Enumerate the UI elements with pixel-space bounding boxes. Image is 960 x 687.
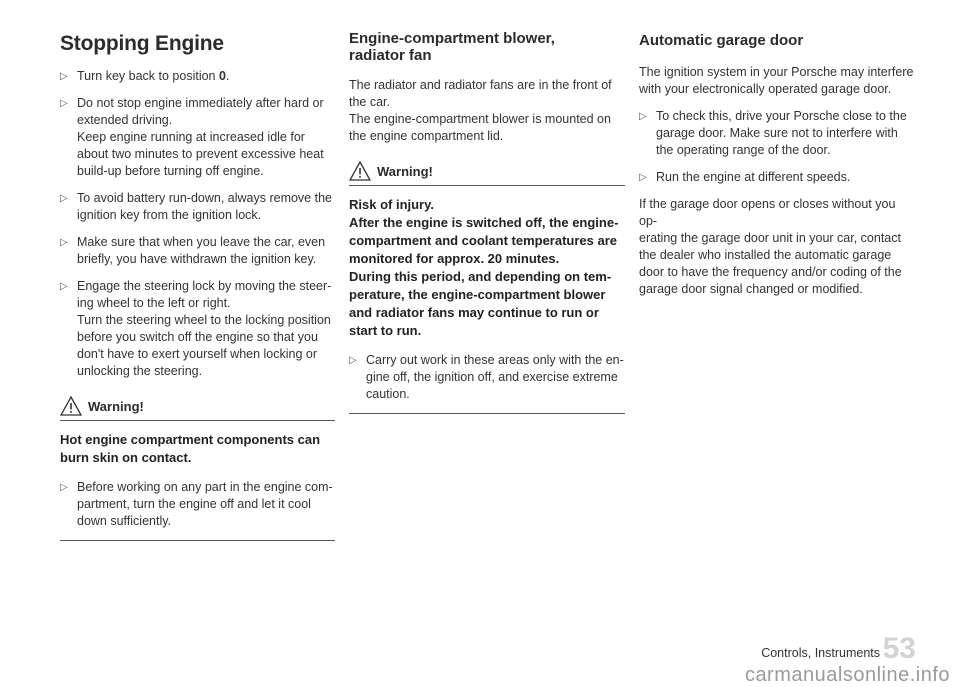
item-line: before you switch off the engine so that you: [77, 330, 318, 344]
paragraph-line: the car.: [349, 95, 390, 109]
column-stopping-engine: [60, 28, 335, 541]
bullet-arrow-icon: ▷: [60, 71, 68, 82]
warning-line: During this period, and depending on tem-: [349, 269, 612, 284]
warning-text: [60, 431, 335, 467]
list-item: [639, 169, 915, 186]
paragraph-line: the engine compartment lid.: [349, 129, 504, 143]
bullet-arrow-icon: ▷: [60, 281, 68, 292]
item-line: Carry out work in these areas only with the en-: [366, 353, 624, 367]
paragraph-line: garage door signal changed or modified.: [639, 282, 863, 296]
warning-header: [349, 159, 625, 186]
bullet-arrow-icon: ▷: [639, 172, 647, 183]
list-item: [639, 108, 915, 159]
list-item: [60, 479, 335, 530]
bullet-arrow-icon: ▷: [639, 111, 647, 122]
paragraph: [639, 196, 915, 298]
heading-stopping-engine: Stopping Engine: [60, 32, 224, 55]
heading-garage: Automatic garage door: [639, 32, 804, 49]
warning-line: After the engine is switched off, the engine-: [349, 215, 619, 230]
column-garage: [639, 28, 915, 308]
warning-line: burn skin on contact.: [60, 450, 192, 465]
item-line: To avoid battery run-down, always remove the: [77, 191, 332, 205]
item-line: extended driving.: [77, 113, 173, 127]
item-line: briefly, you have withdrawn the ignition key.: [77, 252, 317, 266]
warning-label: Warning!: [377, 164, 433, 179]
warning-label: Warning!: [88, 399, 144, 414]
item-line: the operating range of the door.: [656, 143, 831, 157]
bullet-arrow-icon: ▷: [60, 193, 68, 204]
warning-triangle-icon: [60, 396, 82, 416]
paragraph: [349, 77, 625, 145]
item-line: build-up before turning off engine.: [77, 164, 264, 178]
item-line: caution.: [366, 387, 410, 401]
bullet-arrow-icon: ▷: [60, 237, 68, 248]
item-line: ignition key from the ignition lock.: [77, 208, 262, 222]
warning-line: perature, the engine-compartment blower: [349, 287, 606, 302]
heading-blower: [349, 30, 625, 64]
item-line: gine off, the ignition off, and exercise extreme: [366, 370, 618, 384]
item-text: Turn key back to position: [77, 69, 219, 83]
item-line: unlocking the steering.: [77, 364, 203, 378]
paragraph-line: The engine-compartment blower is mounted on: [349, 112, 611, 126]
footer-section-label: Controls, Instruments: [761, 646, 880, 660]
item-line: To check this, drive your Porsche close to the: [656, 109, 907, 123]
item-line: garage door. Make sure not to interfere with: [656, 126, 898, 140]
paragraph-line: the dealer who installed the automatic garage: [639, 248, 892, 262]
item-line: Make sure that when you leave the car, even: [77, 235, 326, 249]
page-number: 53: [882, 632, 916, 665]
item-line: Turn the steering wheel to the locking position: [77, 313, 331, 327]
item-line: don't have to exert yourself when locking or: [77, 347, 318, 361]
item-line: Run the engine at different speeds.: [656, 170, 851, 184]
paragraph-line: door to have the frequency and/or coding of the: [639, 265, 902, 279]
warning-line: compartment and coolant temperatures are: [349, 233, 618, 248]
paragraph-line: The ignition system in your Porsche may interfere: [639, 65, 914, 79]
list-item: [60, 278, 335, 380]
item-line: partment, turn the engine off and let it cool: [77, 497, 311, 511]
item-line: about two minutes to prevent excessive heat: [77, 147, 324, 161]
item-line: Before working on any part in the engine com-: [77, 480, 333, 494]
warning-line: start to run.: [349, 323, 422, 338]
watermark: carmanualsonline.info: [744, 664, 950, 686]
warning-line: and radiator fans may continue to run or: [349, 305, 599, 320]
heading-line: Engine-compartment blower,: [349, 30, 555, 47]
list-item: [60, 95, 335, 180]
paragraph-line: If the garage door opens or closes without you op-: [639, 197, 896, 228]
item-line: Keep engine running at increased idle for: [77, 130, 305, 144]
warning-line: Hot engine compartment components can: [60, 432, 321, 447]
warning-line: Risk of injury.: [349, 197, 434, 212]
list-item: [349, 352, 625, 403]
item-line: Do not stop engine immediately after hard or: [77, 96, 324, 110]
paragraph: [639, 64, 915, 98]
list-item: [60, 68, 335, 85]
paragraph-line: The radiator and radiator fans are in the front of: [349, 78, 612, 92]
item-line: ing wheel to the left or right.: [77, 296, 231, 310]
warning-end-rule: [60, 540, 335, 541]
list-item: [60, 190, 335, 224]
key-position-value: 0: [218, 69, 226, 83]
warning-text: [349, 196, 625, 340]
heading-line: radiator fan: [349, 47, 432, 64]
warning-header: [60, 394, 335, 421]
warning-line: monitored for approx. 20 minutes.: [349, 251, 560, 266]
paragraph-line: erating the garage door unit in your car, contact: [639, 231, 901, 245]
item-suffix: .: [225, 69, 230, 83]
warning-end-rule: [349, 413, 625, 414]
bullet-arrow-icon: ▷: [60, 482, 68, 493]
bullet-arrow-icon: ▷: [60, 98, 68, 109]
paragraph-line: with your electronically operated garage door.: [639, 82, 892, 96]
item-line: down sufficiently.: [77, 514, 172, 528]
item-line: Engage the steering lock by moving the steer-: [77, 279, 332, 293]
bullet-arrow-icon: ▷: [349, 355, 357, 366]
column-blower: [349, 28, 625, 414]
warning-triangle-icon: [349, 161, 371, 181]
list-item: [60, 234, 335, 268]
